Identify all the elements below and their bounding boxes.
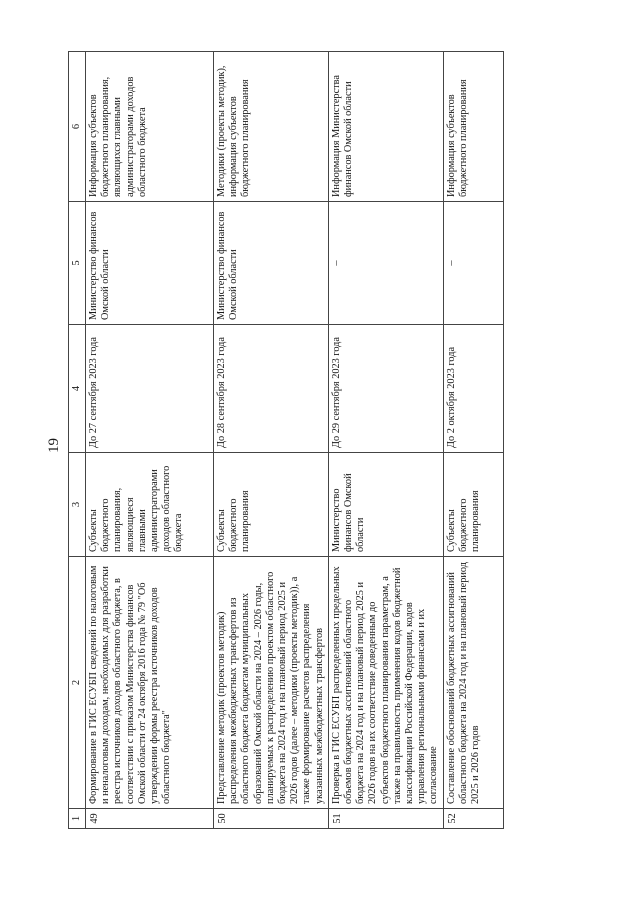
deadline-cell: До 29 сентября 2023 года <box>328 325 443 453</box>
table-row <box>86 52 214 829</box>
recipient-cell: – <box>328 202 443 325</box>
table-row <box>214 52 329 829</box>
result-cell: Информация субъектов бюджетного планирования, являющихся главными администраторами доходов областного бюджета <box>86 52 214 202</box>
column-header: 2 <box>69 557 86 809</box>
table-row <box>443 52 503 829</box>
deadline-cell: До 27 сентября 2023 года <box>86 325 214 453</box>
row-number: 50 <box>214 809 329 829</box>
row-number: 51 <box>328 809 443 829</box>
column-header: 6 <box>69 52 86 202</box>
table-row <box>328 52 443 829</box>
plan-table <box>68 51 504 829</box>
result-cell: Методики (проекты методик), информация субъектов бюджетного планирования <box>214 52 329 202</box>
deadline-cell: До 28 сентября 2023 года <box>214 325 329 453</box>
recipient-cell: – <box>443 202 503 325</box>
executor-cell: Субъекты бюджетного планирования <box>443 453 503 557</box>
task-cell: Формирование в ГИС ЕСУБП сведений по налоговым и неналоговым доходам, необходимых для разработки реестра источников доходов областного бюджета, в соответствии с приказом Министерства финансов Омской области от 24 октября 2016 года № 79 "Об утверждении формы реестра источников доходов областного бюджета" <box>86 557 214 809</box>
rotated-table-container <box>68 52 551 829</box>
header-row <box>69 52 86 829</box>
recipient-cell: Министерство финансов Омской области <box>214 202 329 325</box>
page-number: 19 <box>46 438 62 453</box>
column-header: 5 <box>69 202 86 325</box>
task-cell: Проверка в ГИС ЕСУБП распределенных предельных объемов бюджетных ассигнований областного бюджета на 2024 год и на плановый период 2025 и 2026 годов на их соответствие доведенным до субъектов бюджетного планирования параметрам, а также на правильность применения кодов бюджетной классификации Российской Федерации, кодов управления региональными финансами и их согласование <box>328 557 443 809</box>
executor-cell: Субъекты бюджетного планирования <box>214 453 329 557</box>
column-header: 3 <box>69 453 86 557</box>
column-header: 1 <box>69 809 86 829</box>
result-cell: Информация субъектов бюджетного планирования <box>443 52 503 202</box>
row-number: 49 <box>86 809 214 829</box>
column-header: 4 <box>69 325 86 453</box>
executor-cell: Субъекты бюджетного планирования, являющиеся главными администраторами доходов областного бюджета <box>86 453 214 557</box>
deadline-cell: До 2 октября 2023 года <box>443 325 503 453</box>
task-cell: Составление обоснований бюджетных ассигнований областного бюджета на 2024 год и на плановый период 2025 и 2026 годов <box>443 557 503 809</box>
executor-cell: Министерство финансов Омской области <box>328 453 443 557</box>
result-cell: Информация Министерства финансов Омской области <box>328 52 443 202</box>
row-number: 52 <box>443 809 503 829</box>
task-cell: Представление методик (проектов методик) распределения межбюджетных трансфертов из областного бюджета бюджетам муниципальных образований Омской области на 2024 – 2026 годы, планируемых к распределению проектом областного бюджета на 2024 год и на плановый период 2025 и 2026 годов (далее – методики (проекты методик)), а также формирование расчетов распределения указанных межбюджетных трансфертов <box>214 557 329 809</box>
recipient-cell: Министерство финансов Омской области <box>86 202 214 325</box>
